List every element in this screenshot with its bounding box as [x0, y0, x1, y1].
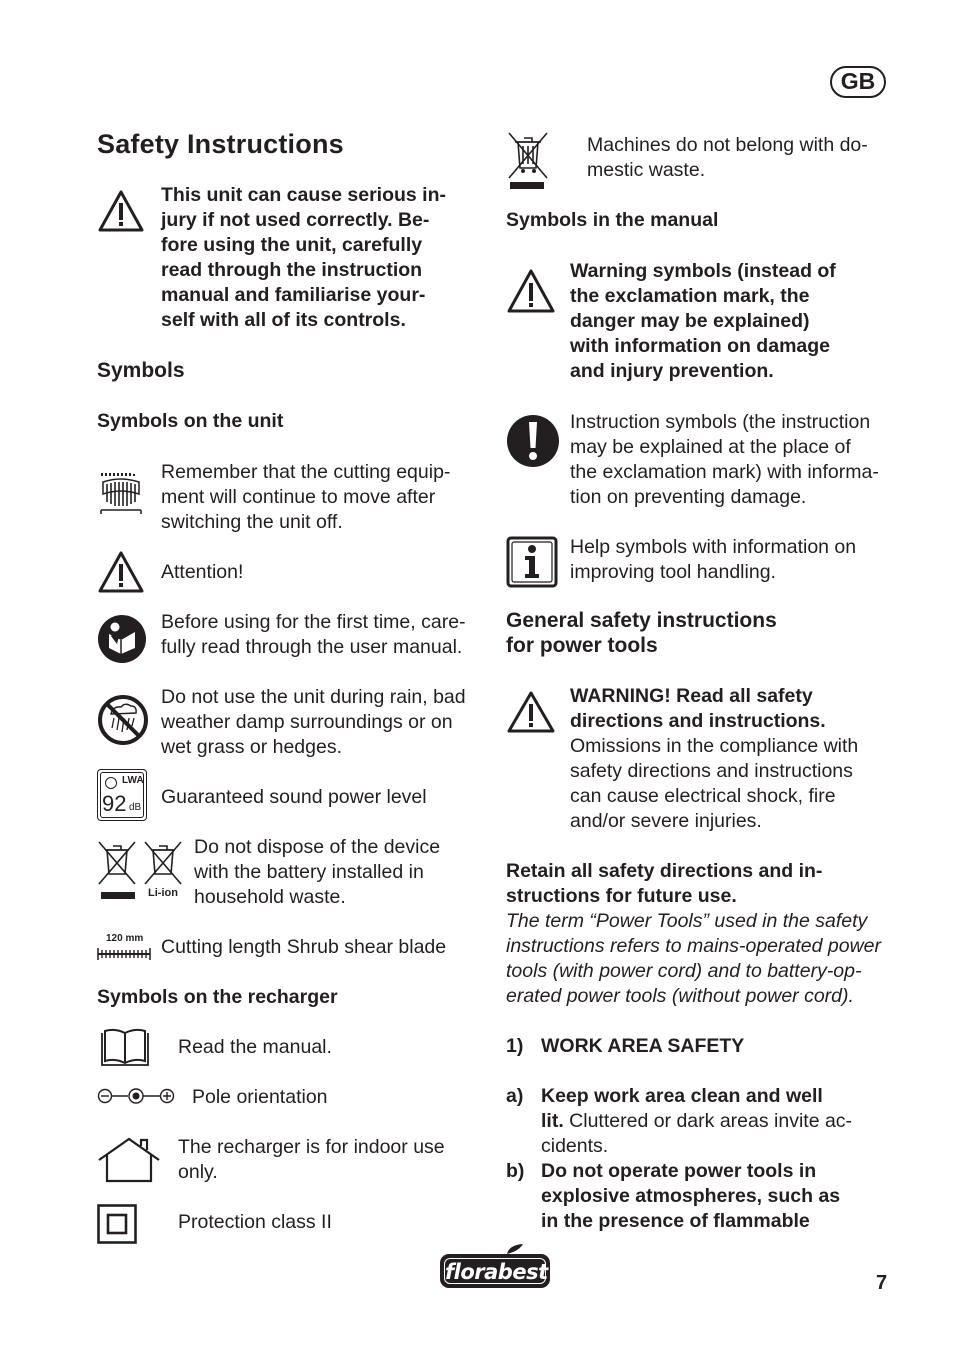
help-symbols-text: Help symbols with information on improving tool handling.	[570, 536, 857, 583]
page-number: 7	[876, 1272, 888, 1294]
unit-item-text: Do not dispose of the device with the battery installed in household waste.	[194, 836, 441, 908]
list-item-a: a) Keep work area clean and well lit. Cluttered or dark areas invite ac- cidents.	[506, 1085, 853, 1157]
language-badge: GB	[830, 66, 886, 98]
recharger-item-text: Protection class II	[178, 1211, 332, 1233]
general-safety-heading: General safety instructions for power tools	[506, 609, 777, 657]
warning-block-text: WARNING! Read all safety directions and instructions. Omissions in the compliance with safety directions and instructions can cause electrical shock, fire and/or severe injuries.	[570, 685, 859, 832]
instruction-symbols-text: Instruction symbols (the instruction may be explained at the place of the exclamation mark) with informa- tion on preventing damage.	[570, 411, 879, 508]
unit-item-text: Remember that the cutting equip- ment will continue to move after switching the unit off.	[161, 461, 451, 533]
warning-triangle-icon	[506, 268, 556, 314]
cutting-length-label: 120 mm	[106, 933, 144, 944]
unit-item-text: Before using for the first time, care- fully read through the user manual.	[161, 611, 466, 658]
symbols-manual-heading: Symbols in the manual	[506, 209, 719, 231]
info-icon	[506, 536, 558, 588]
book-icon	[99, 1027, 151, 1069]
read-manual-icon	[97, 614, 147, 664]
list-item-b: b) Do not operate power tools in explosive atmospheres, such as in the presence of flammable	[506, 1160, 841, 1232]
page-title: Safety Instructions	[97, 129, 344, 159]
polarity-icon	[97, 1087, 175, 1105]
recharger-item-text: Read the manual.	[178, 1036, 332, 1058]
no-rain-icon	[97, 694, 149, 746]
cutter-coasting-icon	[97, 470, 145, 516]
waste-text: Machines do not belong with do- mestic waste.	[587, 134, 868, 181]
unit-item-text: Attention!	[161, 561, 244, 583]
warning-triangle-icon	[97, 550, 145, 594]
house-icon	[97, 1136, 161, 1184]
warning-intro-text: This unit can cause serious in- jury if not used correctly. Be- fore using the unit, carefully read through the instruction manual and familiarise your- self with all of its controls.	[161, 184, 446, 331]
recharger-item-text: The recharger is for indoor use only.	[178, 1136, 445, 1183]
brand-logo: florabest	[440, 1254, 550, 1288]
cutting-length-icon	[97, 946, 151, 962]
warning-triangle-icon	[506, 690, 556, 734]
symbols-unit-heading: Symbols on the unit	[97, 410, 284, 432]
symbols-heading: Symbols	[97, 359, 185, 382]
warning-triangle-icon	[97, 189, 145, 233]
section-1-heading: 1) WORK AREA SAFETY	[506, 1035, 745, 1057]
sound-level-icon: LWA 92 dB	[97, 769, 147, 821]
warning-symbols-text: Warning symbols (instead of the exclamation mark, the danger may be explained) with information on damage and injury prevention.	[570, 260, 836, 382]
leaf-icon	[505, 1243, 525, 1255]
retain-block-text: Retain all safety directions and in- structions for future use. The term “Power Tools” used in the safety instructions refers to mains-operated power tools (with power cord) and to battery-op- erated power tools (without power cord).	[506, 860, 882, 1007]
protection-class-icon	[97, 1204, 137, 1244]
battery-label: Li-ion	[148, 887, 178, 899]
instruction-exclamation-icon	[506, 414, 560, 468]
symbols-recharger-heading: Symbols on the recharger	[97, 986, 338, 1008]
unit-item-text: Do not use the unit during rain, bad weather damp surroundings or on wet grass or hedges.	[161, 686, 466, 758]
unit-item-text: Cutting length Shrub shear blade	[161, 936, 447, 958]
crossed-bin-icon	[506, 130, 550, 192]
recharger-item-text: Pole orientation	[192, 1086, 328, 1108]
unit-item-text: Guaranteed sound power level	[161, 786, 427, 808]
